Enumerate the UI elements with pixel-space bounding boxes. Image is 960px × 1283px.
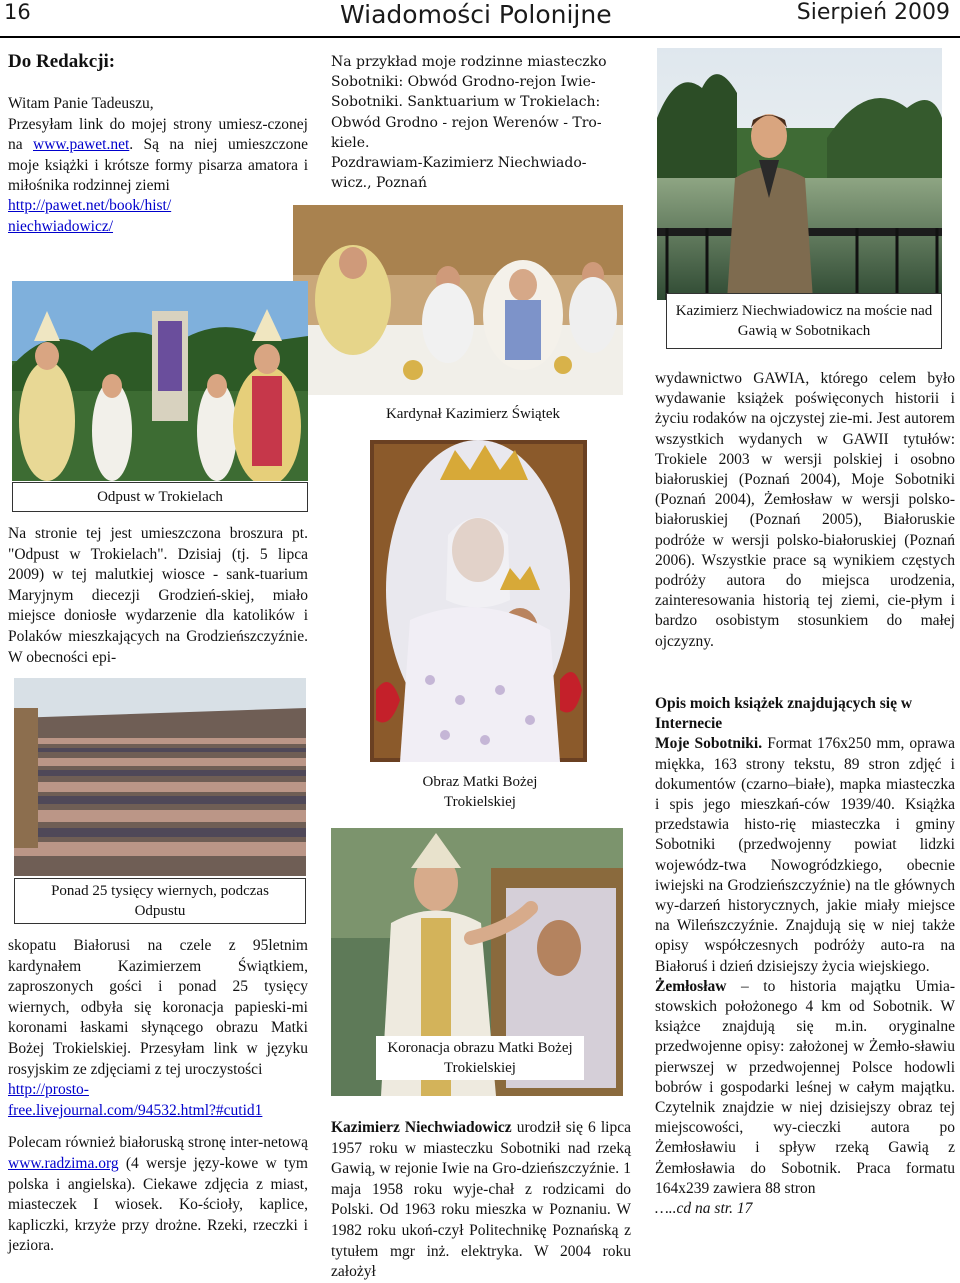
link-prosto-free-2[interactable]: free.livejournal.com/94532.html?#cutid1 bbox=[8, 1101, 263, 1119]
continued-note: …..cd na str. 17 bbox=[655, 1200, 753, 1218]
right-top-text: wydawnictwo GAWIA, którego celem było wydawanie książek poświęconych historii i życiu rodaków na ojczystej zie-mi. Jest autorem wszystkich wydanych w GAWII tytułów: Trokiele 2003 w wersji polskiej i osobno białoruskiej (Poznań 2004), Moje Sobotniki (Poznań 2004), Żemłosław w wersji polsko-białoruskiej (Poznań 2005), Białoruskie podróże w wersji polsko-białoruskiej (Poznań 2006). Wszystkie prace są wynikiem częstych podróży autora do miejsca urodzenia, zainteresowania historią tej ziemi, cie-płym i bardzo osobistym stosunkiem do małej ojczyzny. bbox=[655, 370, 955, 650]
article-intro-text: Na stronie tej jest umieszczona broszura pt. "Odpust w Trokielach". Dzisiaj (tj. 5 lipca 2009) w tej malutkiej wiosce - sank-tuarium Maryjnym diecezji Grodzień-skiej, miało miejsce doniosłe wydarzenie dla katolików i Polaków mieszkających na Grodzieńszczyźnie. W obecności epi- bbox=[8, 525, 308, 666]
photo-crowd bbox=[14, 678, 306, 876]
bio-paragraph bbox=[331, 1118, 631, 1283]
letter-signature-1: Pozdrawiam-Kazimierz Niechwiado- bbox=[331, 155, 587, 172]
recommendation bbox=[8, 1133, 308, 1257]
photo-portrait-bridge bbox=[657, 48, 942, 300]
portrait-illustration bbox=[657, 48, 942, 300]
caption-cardinal: Kardynał Kazimierz Świątek bbox=[360, 398, 586, 430]
crowd-illustration bbox=[14, 678, 306, 876]
recommend-text-2: (4 wersje języ-kowe w tym polska i angielska). Ciekawe zdjęcia z miast, miasteczek I wiosek. Ko-ścioły, kaplice, kapliczki, krzyże przy drożne. Rzeki, rzeczki i jeziora. bbox=[8, 1154, 308, 1255]
article-cont-text: skopatu Białorusi na czele z 95letnim kardynałem Kazimierzem Świątkiem, zaproszonych gości i ponad 25 tysięcy wiernych, odbyła się koronacja papieski-mi koronami łaskami słynącego obrazu Matki Bożej Trokielskiej. Przesyłam link w języku rosyjskim ze zdjęciami z tej uroczystości bbox=[8, 937, 308, 1078]
right-column-books bbox=[655, 694, 955, 1219]
letter-signature-2: wicz., Poznań bbox=[331, 175, 428, 192]
letter-text-2: . Są na niej umieszczone moje książki i krótsze formy pisarza amatora i miłośnika rodzinnej ziemi bbox=[8, 136, 308, 195]
letter-block bbox=[8, 50, 308, 237]
photo-odpust-procession bbox=[12, 281, 308, 481]
odpust-illustration bbox=[12, 281, 308, 481]
link-prosto-free-1[interactable]: http://prosto- bbox=[8, 1081, 89, 1099]
link-pawet[interactable]: www.pawet.net bbox=[33, 136, 130, 154]
book1-paragraph bbox=[655, 734, 955, 976]
icon-illustration bbox=[370, 440, 587, 762]
books-heading: Opis moich książek znajdujących się w Internecie bbox=[655, 695, 913, 733]
link-radzima[interactable]: www.radzima.org bbox=[8, 1154, 119, 1172]
link-prosto-block bbox=[8, 1080, 308, 1121]
link-book-hist[interactable]: http://pawet.net/book/hist/ bbox=[8, 197, 172, 215]
article-intro bbox=[8, 524, 308, 668]
letter-heading: Do Redakcji: bbox=[8, 51, 116, 72]
caption-odpust: Odpust w Trokielach bbox=[12, 482, 308, 512]
letter-paragraph-1 bbox=[8, 115, 308, 197]
caption-portrait: Kazimierz Niechwiadowicz na moście nad Gawią w Sobotnikach bbox=[666, 293, 942, 349]
recommend-text-1: Polecam również białoruską stronę inter-netową bbox=[8, 1134, 308, 1152]
book2-text: – to historia majątku Umia-stowskich położonego 4 km od Sobotnik. W książce znajdują się m.in. oryginalne przedwojenne opisy: założonej w Żemło-sławiu pierwszej w przedwojennej Polsce hodowli bobrów i gospodarki leśnej w całym majątku. Czytelnik znajdzie w niej dzisiejszy obraz tej miejscowości, wy-cieczki autora po Żemłosławiu i spływ rzeką Gawią z Żemłosławia do Sobotnik. Praca formatu 164x239 zawiera 88 stron bbox=[655, 977, 956, 1197]
bio-block bbox=[331, 1118, 631, 1283]
caption-crowd: Ponad 25 tysięcy wiernych, podczas Odpustu bbox=[14, 878, 306, 924]
photo-icon-trokiele bbox=[370, 440, 587, 762]
article-continuation bbox=[8, 936, 308, 1257]
letter-text-3: Na przykład moje rodzinne miasteczko Sobotniki: Obwód Grodno-rejon Iwie-Sobotniki. Sanktuarium w Trokielach: Obwód Grodno - rejon Werenów - Tro-kiele. bbox=[331, 54, 607, 151]
letter-greeting: Witam Panie Tadeuszu, bbox=[8, 95, 154, 113]
book2-paragraph bbox=[655, 977, 955, 1199]
issue-date: Sierpień 2009 bbox=[796, 0, 950, 25]
letter-link-block bbox=[8, 196, 308, 237]
caption-icon: Obraz Matki Bożej Trokielskiej bbox=[376, 765, 584, 819]
photo-cardinal bbox=[293, 205, 623, 395]
bio-text: urodził się 6 lipca 1957 roku w miasteczku Sobotniki nad rzeką Gawią, w rejonie Iwie na Gro-dzieńszczyźnie. 1 maja 1958 roku wyje-chał z rodzicami do Polski. Od 1963 roku mieszka w Poznaniu. W 1982 roku ukoń-czył Politechnikę Poznańską z tytułem mgr inż. elektryka. W 2004 roku założył bbox=[331, 1119, 631, 1281]
letter-continued bbox=[331, 52, 621, 193]
caption-coronation: Koronacja obrazu Matki Bożej Trokielskiej bbox=[376, 1036, 584, 1080]
book1-title: Moje Sobotniki. bbox=[655, 735, 763, 753]
letter-text-1: Przesyłam link do mojej strony umiesz-czonej na bbox=[8, 115, 308, 154]
publication-title: Wiadomości Polonijne bbox=[340, 0, 612, 29]
bio-name: Kazimierz Niechwiadowicz bbox=[331, 1119, 512, 1136]
cardinal-illustration bbox=[293, 205, 623, 395]
page-number: 16 bbox=[4, 0, 31, 24]
page-header bbox=[0, 0, 960, 38]
link-niechwiadowicz[interactable]: niechwiadowicz/ bbox=[8, 217, 114, 235]
book2-title: Żemłosław bbox=[655, 977, 727, 995]
right-column-top bbox=[655, 369, 955, 652]
book1-text: Format 176x250 mm, oprawa miękka, 163 strony tekstu, 89 stron zdjęć i dokumentów (czarno–białe), mapka miasteczka i spis jego mieszkań-ców 1939/40. Książka przedstawia histo-rię miasteczka i gminy Sobotniki (przedwojenny powiat lidzki wojewódz-twa Nowogródzkiego, obecnie iwiejski na Grodzieńszczyźnie) na tle głównych wy-darzeń historycznych, jakie miały miejsce na Wileńszczyźnie. Znajdują się w niej także opisy współczesnych podróży auto-ra na Białoruś i dzień dzisiejszy życia wiejskiego. bbox=[655, 735, 955, 975]
